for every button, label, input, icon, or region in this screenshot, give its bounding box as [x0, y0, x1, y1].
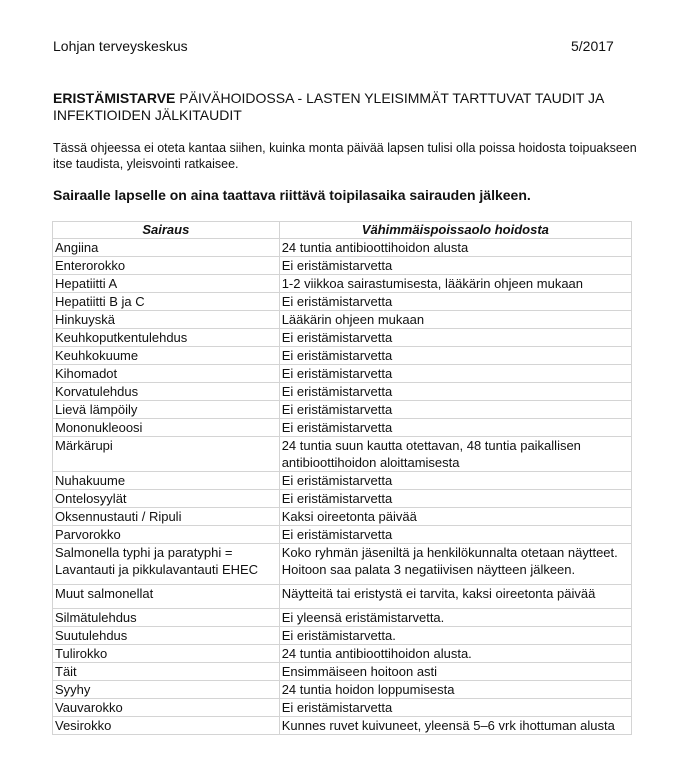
table-row: [53, 419, 632, 437]
absence-cell: 24 tuntia suun kautta otettavan, 48 tuntia paikallisen antibioottihoidon aloittamisesta: [279, 437, 631, 472]
absence-cell: Ei eristämistarvetta: [279, 329, 631, 347]
table-row: [53, 365, 632, 383]
absence-cell: Ei eristämistarvetta: [279, 401, 631, 419]
absence-cell: Ei eristämistarvetta: [279, 526, 631, 544]
table-row: [53, 329, 632, 347]
absence-cell: Ei eristämistarvetta.: [279, 627, 631, 645]
table-row: [53, 681, 632, 699]
disease-cell: Korvatulehdus: [53, 383, 280, 401]
absence-cell: Koko ryhmän jäseniltä ja henkilökunnalta otetaan näytteet. Hoitoon saa palata 3 negatiivisen näytteen jälkeen.: [279, 544, 631, 585]
absence-cell: Ei eristämistarvetta: [279, 347, 631, 365]
disease-cell: Lievä lämpöily: [53, 401, 280, 419]
table-row: [53, 490, 632, 508]
disease-cell: Hepatiitti B ja C: [53, 293, 280, 311]
table-row: [53, 472, 632, 490]
table-row: [53, 257, 632, 275]
disease-cell: Täit: [53, 663, 280, 681]
absence-cell: Ei eristämistarvetta: [279, 419, 631, 437]
disease-cell: Salmonella typhi ja paratyphi = Lavantauti ja pikkulavantauti EHEC: [53, 544, 280, 585]
table-row: [53, 663, 632, 681]
disease-cell: Enterorokko: [53, 257, 280, 275]
absence-cell: Ei eristämistarvetta: [279, 490, 631, 508]
table-row: [53, 544, 632, 585]
table-row: [53, 239, 632, 257]
table-body: [53, 239, 632, 735]
disease-cell: Märkärupi: [53, 437, 280, 472]
absence-cell: 24 tuntia antibioottihoidon alusta: [279, 239, 631, 257]
absence-cell: 24 tuntia hoidon loppumisesta: [279, 681, 631, 699]
disease-cell: Suutulehdus: [53, 627, 280, 645]
table-row: [53, 275, 632, 293]
intro-paragraph: Tässä ohjeessa ei oteta kantaa siihen, kuinka monta päivää lapsen tulisi olla poissa hoidosta toipuakseen itse taudista, yleisvointi ratkaisee.: [53, 141, 637, 171]
disease-cell: Vauvarokko: [53, 699, 280, 717]
disease-cell: Muut salmonellat: [53, 585, 280, 609]
absence-cell: Kaksi oireetonta päivää: [279, 508, 631, 526]
absence-cell: Ei eristämistarvetta: [279, 257, 631, 275]
table-row: [53, 508, 632, 526]
table-row: [53, 383, 632, 401]
absence-cell: Lääkärin ohjeen mukaan: [279, 311, 631, 329]
absence-cell: Ei eristämistarvetta: [279, 365, 631, 383]
document-title: [53, 90, 643, 124]
table-row: [53, 526, 632, 544]
absence-cell: Näytteitä tai eristystä ei tarvita, kaksi oireetonta päivää: [279, 585, 631, 609]
disease-cell: Hinkuyskä: [53, 311, 280, 329]
disease-cell: Syyhy: [53, 681, 280, 699]
disease-cell: Kihomadot: [53, 365, 280, 383]
header-disease: Sairaus: [53, 222, 280, 239]
absence-cell: Ei yleensä eristämistarvetta.: [279, 609, 631, 627]
disease-cell: Keuhkoputkentulehdus: [53, 329, 280, 347]
disease-cell: Parvorokko: [53, 526, 280, 544]
title-bold-part: ERISTÄMISTARVE: [53, 90, 176, 106]
absence-cell: Ei eristämistarvetta: [279, 293, 631, 311]
table-row: [53, 437, 632, 472]
disease-cell: Angiina: [53, 239, 280, 257]
table-row: [53, 645, 632, 663]
disease-cell: Silmätulehdus: [53, 609, 280, 627]
table-row: [53, 311, 632, 329]
absence-cell: Ensimmäiseen hoitoon asti: [279, 663, 631, 681]
absence-cell: Ei eristämistarvetta: [279, 699, 631, 717]
disease-cell: Nuhakuume: [53, 472, 280, 490]
disease-cell: Tulirokko: [53, 645, 280, 663]
title-rest: PÄIVÄHOIDOSSA - LASTEN YLEISIMMÄT TARTTUVAT TAUDIT JA INFEKTIOIDEN JÄLKITAUDIT: [53, 90, 604, 123]
disease-cell: Keuhkokuume: [53, 347, 280, 365]
table-row: [53, 627, 632, 645]
table-row: [53, 699, 632, 717]
emphasis-statement: Sairaalle lapselle on aina taattava riittävä toipilasaika sairauden jälkeen.: [53, 187, 531, 203]
table-header-row: [53, 222, 632, 239]
table-row: [53, 293, 632, 311]
table-row: [53, 609, 632, 627]
table-row: [53, 401, 632, 419]
isolation-table: [52, 221, 632, 735]
absence-cell: Kunnes ruvet kuivuneet, yleensä 5–6 vrk ihottuman alusta: [279, 717, 631, 735]
disease-cell: Vesirokko: [53, 717, 280, 735]
header-absence: Vähimmäispoissaolo hoidosta: [279, 222, 631, 239]
document-date: 5/2017: [571, 38, 614, 54]
absence-cell: Ei eristämistarvetta: [279, 472, 631, 490]
table-row: [53, 585, 632, 609]
absence-cell: 1-2 viikkoa sairastumisesta, lääkärin ohjeen mukaan: [279, 275, 631, 293]
table-row: [53, 347, 632, 365]
disease-cell: Ontelosyylät: [53, 490, 280, 508]
disease-cell: Oksennustauti / Ripuli: [53, 508, 280, 526]
organization-name: Lohjan terveyskeskus: [53, 38, 188, 54]
disease-cell: Hepatiitti A: [53, 275, 280, 293]
table-row: [53, 717, 632, 735]
absence-cell: Ei eristämistarvetta: [279, 383, 631, 401]
absence-cell: 24 tuntia antibioottihoidon alusta.: [279, 645, 631, 663]
disease-cell: Mononukleoosi: [53, 419, 280, 437]
